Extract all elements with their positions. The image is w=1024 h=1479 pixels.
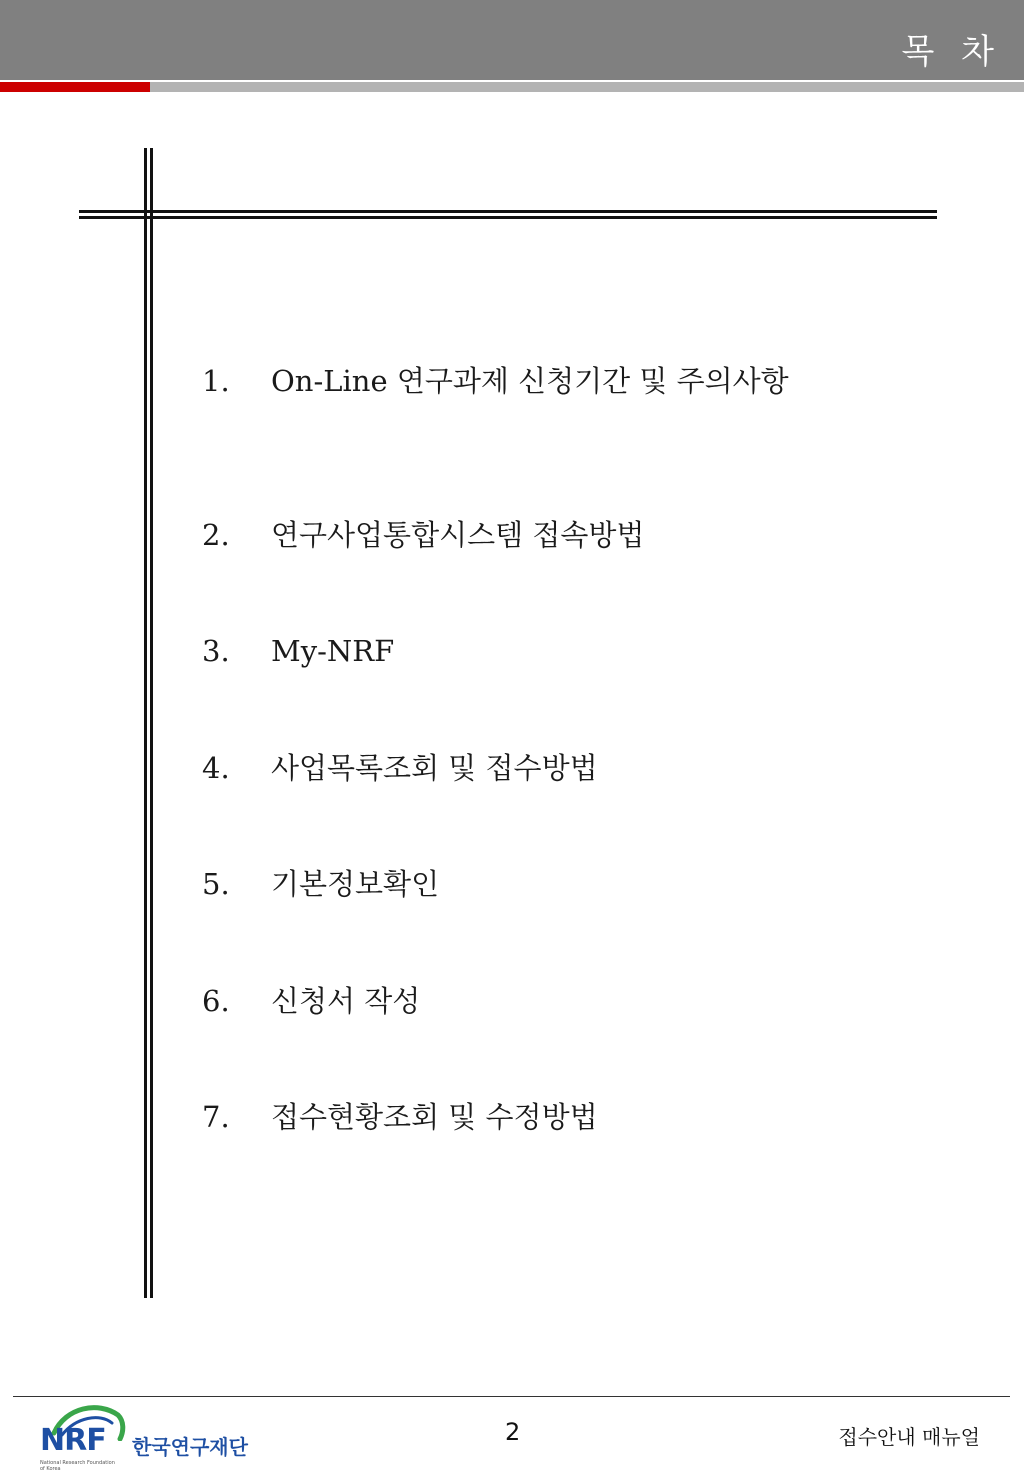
toc-label: 기본정보확인 [271, 867, 440, 901]
toc-item-7[interactable] [202, 1099, 822, 1136]
toc-item-6[interactable] [202, 983, 822, 1020]
toc-number: 1. [202, 364, 230, 398]
toc-item-4[interactable] [202, 750, 822, 787]
toc-number: 2. [202, 518, 230, 552]
header-accent-red [0, 82, 150, 92]
horizontal-rule [79, 210, 937, 213]
logo-subtitle: National Research Foundation of Korea [40, 1460, 115, 1472]
logo-text: NRF [40, 1423, 106, 1458]
toc-label: My-NRF [271, 634, 395, 668]
header-bar [0, 0, 1024, 80]
toc-label: 연구사업통합시스템 접속방법 [271, 518, 645, 552]
page-number: 2 [505, 1418, 521, 1446]
vertical-rule-double [150, 148, 153, 1298]
toc-number: 7. [202, 1100, 230, 1134]
toc-label: On-Line 연구과제 신청기간 및 주의사항 [271, 364, 789, 398]
toc-label: 사업목록조회 및 접수방법 [271, 751, 598, 785]
toc-item-5[interactable] [202, 866, 822, 903]
toc-item-1[interactable] [202, 363, 822, 400]
toc-item-2[interactable] [202, 517, 822, 554]
vertical-rule [144, 148, 147, 1298]
nrf-logo [36, 1403, 266, 1475]
toc-item-3[interactable] [202, 633, 822, 670]
page-title: 목 차 [901, 32, 1002, 72]
toc-number: 4. [202, 751, 230, 785]
toc-number: 6. [202, 984, 230, 1018]
footer-manual-title: 접수안내 매뉴얼 [838, 1425, 980, 1449]
horizontal-rule-double [79, 216, 937, 219]
toc-label: 접수현황조회 및 수정방법 [271, 1100, 598, 1134]
logo-korean-name: 한국연구재단 [132, 1435, 248, 1459]
footer-divider [13, 1396, 1010, 1397]
header-accent-gray [150, 82, 1024, 92]
toc-number: 5. [202, 867, 230, 901]
toc-label: 신청서 작성 [271, 984, 421, 1018]
toc-number: 3. [202, 634, 230, 668]
